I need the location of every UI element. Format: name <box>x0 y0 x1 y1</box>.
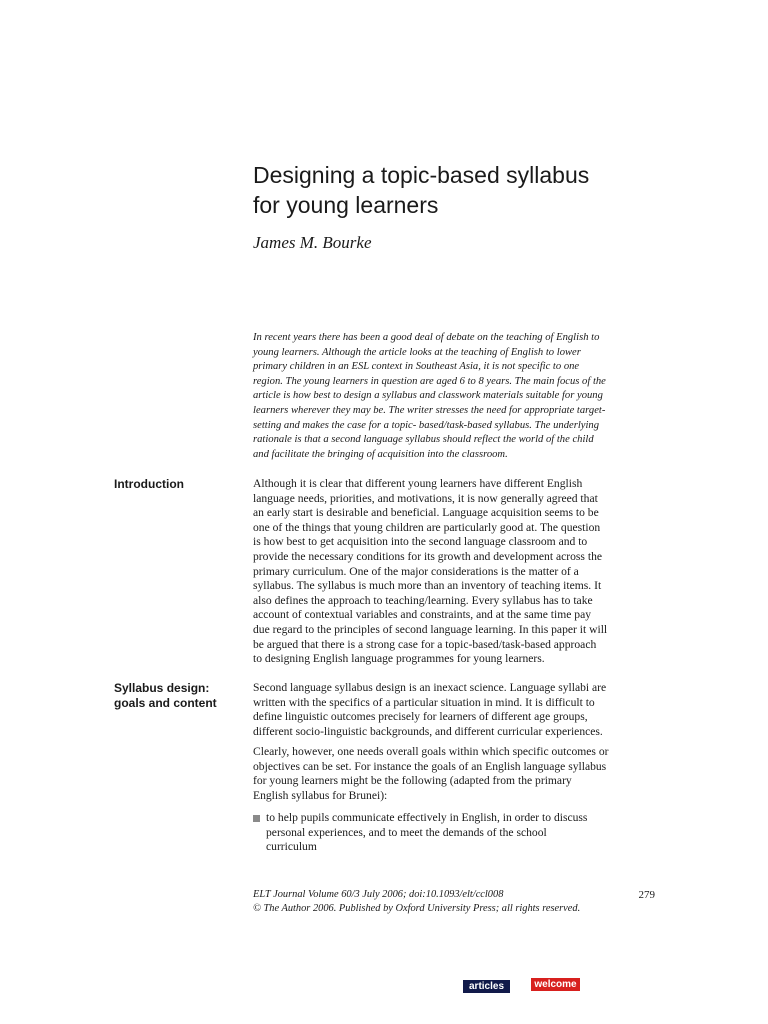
square-bullet-icon <box>253 815 260 822</box>
paragraph-line: an early start is desirable and beneficial. Language acquisition seems to be <box>253 506 599 520</box>
paragraph-line: written with the specifics of a particular situation in mind. It is difficult to <box>253 695 595 709</box>
heading-line: Syllabus design: <box>114 681 210 695</box>
paragraph-line: to designing English language programmes for young learners. <box>253 652 545 666</box>
syllabus-design-paragraph <box>253 681 657 739</box>
page-number: 279 <box>638 889 655 901</box>
abstract-line: and facilitate the bringing of acquisition into the classroom. <box>253 448 508 460</box>
syllabus-design-heading <box>114 681 244 710</box>
abstract-line: young learners. Although the article looks at the teaching of English to lower <box>253 346 581 358</box>
paragraph-line: primary curriculum. One of the major considerations is the matter of a <box>253 564 579 578</box>
abstract-line: region. The young learners in question are aged 6 to 8 years. The main focus of the <box>253 375 606 387</box>
copyright-line: © The Author 2006. Published by Oxford University Press; all rights reserved. <box>253 903 581 914</box>
title-line: Designing a topic-based syllabus <box>253 162 590 188</box>
abstract <box>253 331 657 462</box>
paragraph-line: objectives can be set. For instance the goals of an English language syllabus <box>253 759 607 773</box>
bullet-line: personal experiences, and to meet the demands of the school <box>266 825 547 839</box>
abstract-line: In recent years there has been a good deal of debate on the teaching of English to <box>253 332 600 343</box>
journal-citation <box>253 888 657 916</box>
syllabus-goals-paragraph <box>253 745 657 803</box>
paragraph-line: for young learners might be the following (adapted from the primary <box>253 774 572 788</box>
abstract-line: article is how best to design a syllabus and classwork materials suitable for young <box>253 390 603 402</box>
introduction-heading <box>114 477 244 492</box>
paragraph-line: Although it is clear that different young learners have different English <box>253 477 583 490</box>
bullet-text <box>266 811 657 855</box>
paragraph-line: different socio-linguistic backgrounds, and different curricular experiences. <box>253 724 603 738</box>
paragraph-line: be argued that there is a strong case for a topic-based/task-based approach <box>253 637 597 651</box>
paragraph-line: account of contextual variables and constraints, and at the same time pay <box>253 608 592 622</box>
paragraph-line: is how best to get acquisition into the second language classroom and to <box>253 535 588 549</box>
paragraph-line: also defines the approach to teaching/learning. Every syllabus has to take <box>253 593 593 607</box>
article-title <box>253 160 693 220</box>
bullet-line: curriculum <box>266 840 317 854</box>
paragraph-line: English syllabus for Brunei): <box>253 788 388 802</box>
heading-line: goals and content <box>114 695 217 710</box>
introduction-paragraph <box>253 477 657 667</box>
author-name: James M. Bourke <box>253 233 372 252</box>
paragraph-line: language needs, priorities, and motivations, it is now generally agreed that <box>253 491 598 505</box>
citation-line: ELT Journal Volume 60/3 July 2006; doi:10.1093/elt/ccl008 <box>253 889 504 900</box>
paragraph-line: due regard to the principles of second language learning. In this paper it will <box>253 622 608 636</box>
paragraph-line: Clearly, however, one needs overall goals within which specific outcomes or <box>253 745 609 758</box>
abstract-line: primary children in an ESL context in Southeast Asia, it is not specific to one <box>253 361 580 373</box>
abstract-line: rationale is that a second language syllabus should reflect the world of the child <box>253 434 594 446</box>
paragraph-line: one of the things that young children are particularly good at. The question <box>253 520 601 534</box>
articles-tag[interactable]: articles <box>463 980 510 993</box>
title-line: for young learners <box>253 192 439 218</box>
abstract-line: setting and makes the case for a topic- based/task-based syllabus. The underlying <box>253 419 600 431</box>
welcome-tag[interactable]: welcome <box>531 978 580 991</box>
paragraph-line: define linguistic outcomes precisely for learners of different age groups, <box>253 710 588 724</box>
paragraph-line: provide the necessary conditions for its growth and development across the <box>253 549 603 563</box>
heading-line: Introduction <box>114 477 184 491</box>
paragraph-line: Second language syllabus design is an inexact science. Language syllabi are <box>253 681 607 694</box>
paragraph-line: syllabus. The syllabus is much more than an inventory of teaching items. It <box>253 579 602 593</box>
bullet-line: to help pupils communicate effectively in English, in order to discuss <box>266 811 588 824</box>
abstract-line: learners wherever they may be. The writer stresses the need for appropriate target- <box>253 404 606 416</box>
